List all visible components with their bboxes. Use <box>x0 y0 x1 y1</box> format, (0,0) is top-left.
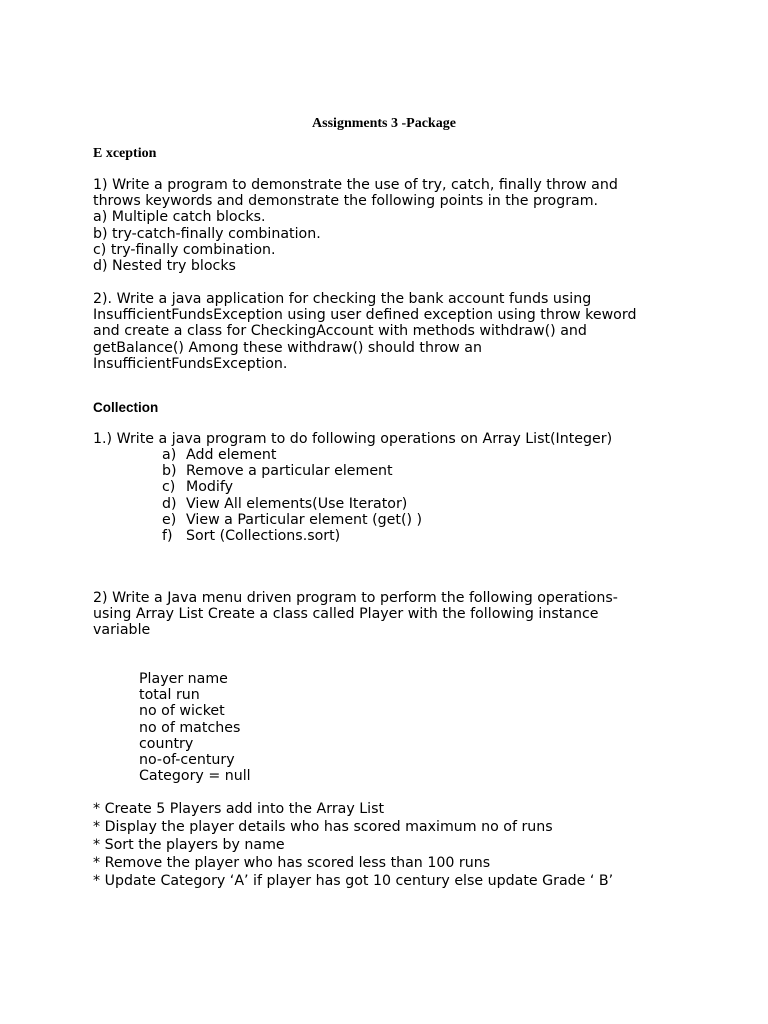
list-item-text: View a Particular element (get() ) <box>186 511 423 528</box>
paragraph-line: 2) Write a Java menu driven program to perform the following operations- <box>93 590 618 606</box>
section-heading-exception: E xception <box>93 146 157 161</box>
paragraph-line: c) try-finally combination. <box>93 241 276 258</box>
player-tasks-list <box>93 800 613 890</box>
task-item: * Remove the player who has scored less than 100 runs <box>93 855 491 871</box>
list-item <box>162 447 562 463</box>
list-marker: e) <box>162 511 177 528</box>
list-marker: f) <box>162 527 173 544</box>
paragraph-line: InsufficientFundsException using user defined exception using throw keword <box>93 307 637 324</box>
field-item: country <box>139 735 194 752</box>
list-item-text: Add element <box>186 447 277 463</box>
paragraph-line: variable <box>93 622 151 639</box>
player-fields-list <box>139 671 251 784</box>
collection-question-1-intro <box>93 431 693 447</box>
task-item: * Display the player details who has scored maximum no of runs <box>93 819 553 835</box>
paragraph-line: throws keywords and demonstrate the following points in the program. <box>93 193 599 210</box>
list-marker: c) <box>162 479 176 496</box>
field-item: total run <box>139 687 200 704</box>
task-item: * Create 5 Players add into the Array List <box>93 801 385 817</box>
task-item: * Update Category ‘A’ if player has got 10 century else update Grade ‘ B’ <box>93 873 614 889</box>
list-marker: a) <box>162 447 177 463</box>
field-item: no of wicket <box>139 703 225 720</box>
collection-question-2-intro <box>93 590 693 639</box>
list-item <box>162 496 562 512</box>
field-item: Player name <box>139 671 228 687</box>
paragraph-line: 1.) Write a java program to do following operations on Array List(Integer) <box>93 431 613 447</box>
section-heading-collection: Collection <box>93 400 159 415</box>
page-title: Assignments 3 -Package <box>312 116 456 131</box>
collection-question-1-list <box>162 447 562 544</box>
paragraph-line: 1) Write a program to demonstrate the use of try, catch, finally throw and <box>93 177 618 193</box>
list-item-text: View All elements(Use Iterator) <box>186 495 408 512</box>
paragraph-line: a) Multiple catch blocks. <box>93 209 266 226</box>
paragraph-line: 2). Write a java application for checking the bank account funds using <box>93 291 592 307</box>
field-item: no of matches <box>139 719 241 736</box>
paragraph-line: getBalance() Among these withdraw() should throw an <box>93 339 482 356</box>
list-item <box>162 463 562 479</box>
list-item-text: Modify <box>186 479 234 496</box>
list-marker: d) <box>162 495 177 512</box>
field-item: Category = null <box>139 768 251 785</box>
paragraph-line: InsufficientFundsException. <box>93 355 288 372</box>
list-item-text: Sort (Collections.sort) <box>186 527 341 544</box>
paragraph-line: d) Nested try blocks <box>93 257 236 274</box>
list-item <box>162 528 562 544</box>
paragraph-line: using Array List Create a class called Player with the following instance <box>93 606 599 623</box>
exception-question-2 <box>93 291 693 372</box>
paragraph-line: b) try-catch-finally combination. <box>93 225 321 242</box>
list-item <box>162 512 562 528</box>
field-item: no-of-century <box>139 751 235 768</box>
task-item: * Sort the players by name <box>93 837 285 853</box>
list-item-text: Remove a particular element <box>186 463 393 480</box>
list-marker: b) <box>162 463 177 480</box>
exception-question-1 <box>93 177 693 274</box>
list-item <box>162 479 562 495</box>
paragraph-line: and create a class for CheckingAccount with methods withdraw() and <box>93 323 587 340</box>
